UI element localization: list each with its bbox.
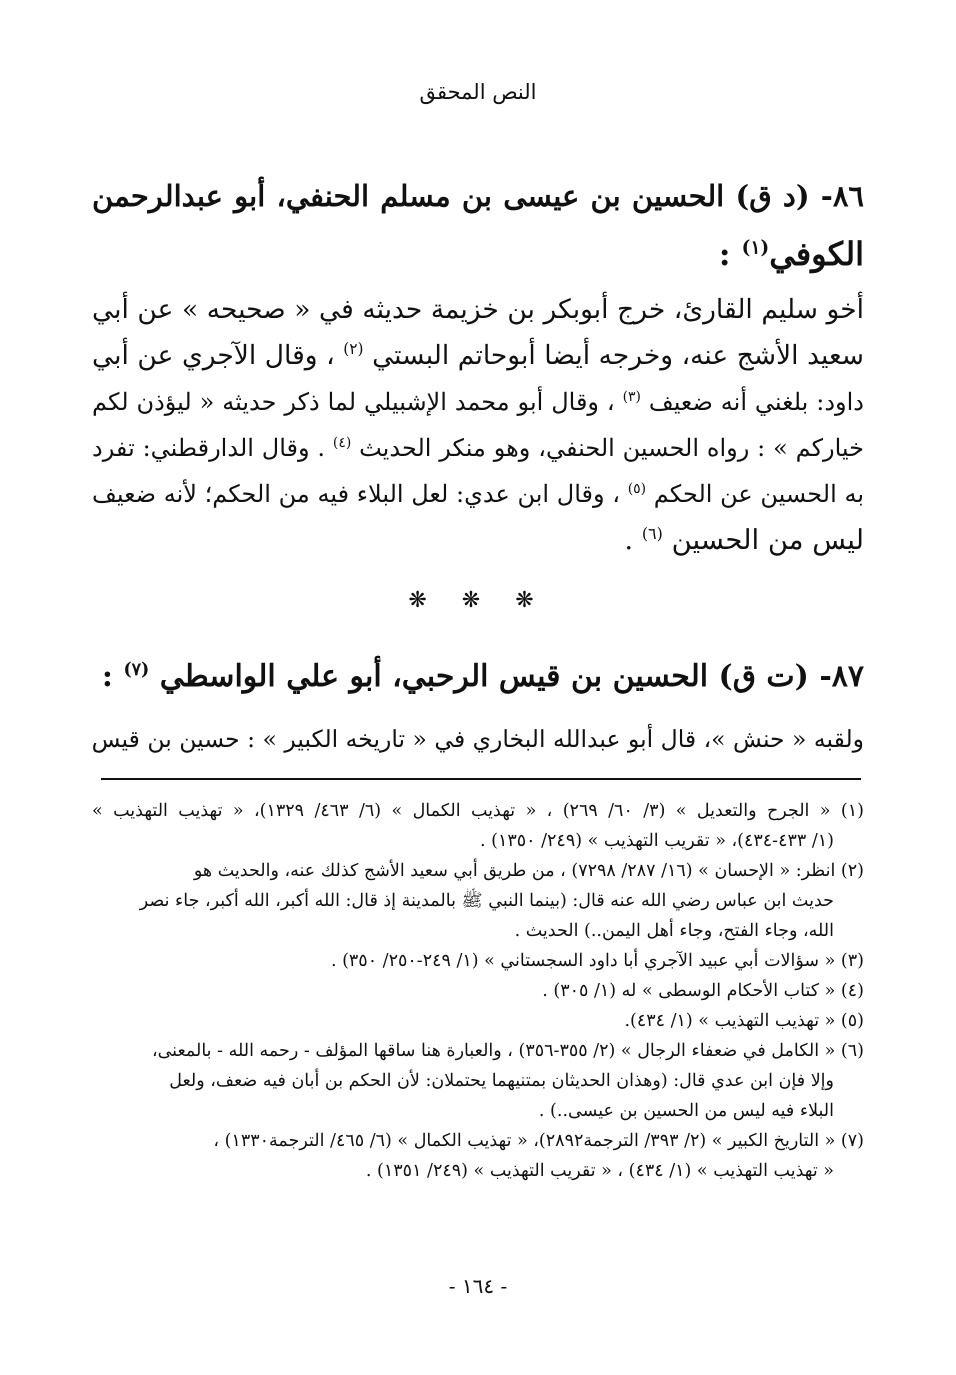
footnote-line: (٧) « التاريخ الكبير » (٢/ ٣٩٣/ الترجمة٢٨٩٢)، « تهذيب الكمال » (٦/ ٤٦٥/ الترجمة١٣٣٠) ، [213, 1131, 864, 1151]
body-text-run: . وقال الدارقطني: تفرد [92, 434, 333, 462]
footnote-ref-1: (١) [741, 237, 770, 259]
footnote-divider [101, 778, 861, 780]
footnote-2 [92, 856, 864, 946]
footnote-line: (٤) « كتاب الأحكام الوسطى » له (١/ ٣٠٥) . [542, 981, 864, 1001]
entry-86-body-line [92, 517, 864, 563]
body-text-run: ليس من الحسين [662, 524, 864, 556]
footnote-ref-4: (٤) [332, 435, 352, 451]
footnote-4 [92, 976, 864, 1006]
body-text-run: . [624, 524, 642, 556]
body-text-run: ، وقال ابن عدي: لعل البلاء فيه من الحكم؛ لأنه ضعيف [92, 480, 628, 508]
heading-colon: : [718, 235, 742, 273]
footnote-line: وإلا فإن ابن عدي قال: (وهذان الحديثان بمتنيهما يحتملان: لأن الحكم بن أبان فيه ضعف، ولعل [169, 1071, 834, 1091]
footnote-line: (٣) « سؤالات أبي عبيد الآجري أبا داود السجستاني » (١/ ٢٤٩-٢٥٠/ ٣٥٠) . [330, 951, 864, 971]
footnote-5 [92, 1006, 864, 1036]
body-text-run: ، وقال أبو محمد الإشبيلي لما ذكر حديثه « ليؤذن لكم [92, 388, 623, 416]
footnote-ref-7: (٧) [123, 660, 150, 680]
entry-87-body-line: ولقبه « حنش »، قال أبو عبدالله البخاري في « تاريخه الكبير » : حسين بن قيس [91, 725, 864, 753]
footnote-line: الله، وجاء الفتح، وجاء أهل اليمن..) الحديث . [514, 921, 834, 941]
entry-86-body-line [92, 425, 864, 471]
footnote-line: البلاء فيه ليس من الحسين بن عيسى..) . [538, 1101, 834, 1121]
entry-86-body-line [92, 379, 864, 425]
entry-86-heading-line-2 [92, 225, 864, 283]
entry-86-body-line [92, 471, 864, 517]
body-text-run: به الحسين عن الحكم [646, 480, 865, 508]
entry-86-heading-line-1: ٨٦- (د ق) الحسين بن عيسى بن مسلم الحنفي، أبو عبدالرحمن [92, 179, 864, 213]
footnote-line: « تهذيب التهذيب » (١/ ٤٣٤) ، « تقريب التهذيب » (٢٤٩/ ١٣٥١) . [365, 1161, 834, 1181]
footnote-line: حديث ابن عباس رضي الله عنه قال: (بينما النبي ﷺ بالمدينة إذ قال: الله أكبر، الله أكبر، جاء نصر [139, 891, 834, 911]
entry-87-heading-line [92, 648, 864, 706]
footnote-line: (٦) « الكامل في ضعفاء الرجال » (٢/ ٣٥٥-٣٥٦) ، والعبارة هنا ساقها المؤلف - رحمه الله - بالمعنى، [151, 1041, 864, 1061]
footnotes [92, 796, 864, 1186]
footnote-line: (١/ ٤٣٣-٤٣٤)، « تقريب التهذيب » (٢٤٩/ ١٣٥٠) . [479, 831, 834, 851]
entry-86-heading [92, 167, 864, 283]
footnote-line: (١) « الجرح والتعديل » (٣/ ٦٠/ ٢٦٩) ، « تهذيب الكمال » (٦/ ٤٦٣/ ١٣٢٩)، « تهذيب التهذيب » [92, 801, 864, 821]
entry-86-body-line [92, 333, 864, 379]
page-number: - ١٦٤ - [448, 1274, 508, 1298]
footnote-ref-2: (٢) [343, 340, 364, 359]
body-text-run: سعيد الأشج عنه، وخرجه أيضا أبوحاتم البستي [363, 340, 864, 371]
footnote-line: (٥) « تهذيب التهذيب » (١/ ٤٣٤). [624, 1011, 864, 1031]
heading-colon: : [101, 659, 124, 694]
entry-87-title: ٨٧- (ت ق) الحسين بن قيس الرحبي، أبو علي الواسطي [149, 659, 864, 694]
footnote-7 [92, 1126, 864, 1186]
body-text-run: ، وقال الآجري عن أبي [92, 340, 344, 371]
footnote-line: (٢) انظر: « الإحسان » (١٦/ ٢٨٧/ ٧٢٩٨) ، من طريق أبي سعيد الأشج كذلك عنه، والحديث هو [193, 861, 864, 881]
footnote-1 [92, 796, 864, 856]
entry-86-body-line [92, 287, 864, 333]
footnote-6 [92, 1036, 864, 1126]
section-separator: ❋ ❋ ❋ [408, 588, 548, 613]
body-text-run: داود: بلغني أنه ضعيف [640, 388, 864, 416]
entry-87-body [92, 716, 864, 762]
body-text-run: خياركم » : رواه الحسين الحنفي، وهو منكر الحديث [351, 434, 864, 462]
footnote-ref-3: (٣) [622, 389, 641, 405]
footnote-ref-5: (٥) [627, 481, 647, 497]
entry-86-body [92, 287, 864, 563]
entry-86-nisba: الكوفي [769, 235, 864, 273]
footnote-ref-6: (٦) [641, 523, 663, 543]
footnote-3 [92, 946, 864, 976]
running-title: النص المحقق [419, 80, 537, 104]
body-text-run: أخو سليم القارئ، خرج أبوبكر بن خزيمة حديثه في « صحيحه » عن أبي [92, 294, 864, 325]
entry-87-heading [92, 648, 864, 706]
